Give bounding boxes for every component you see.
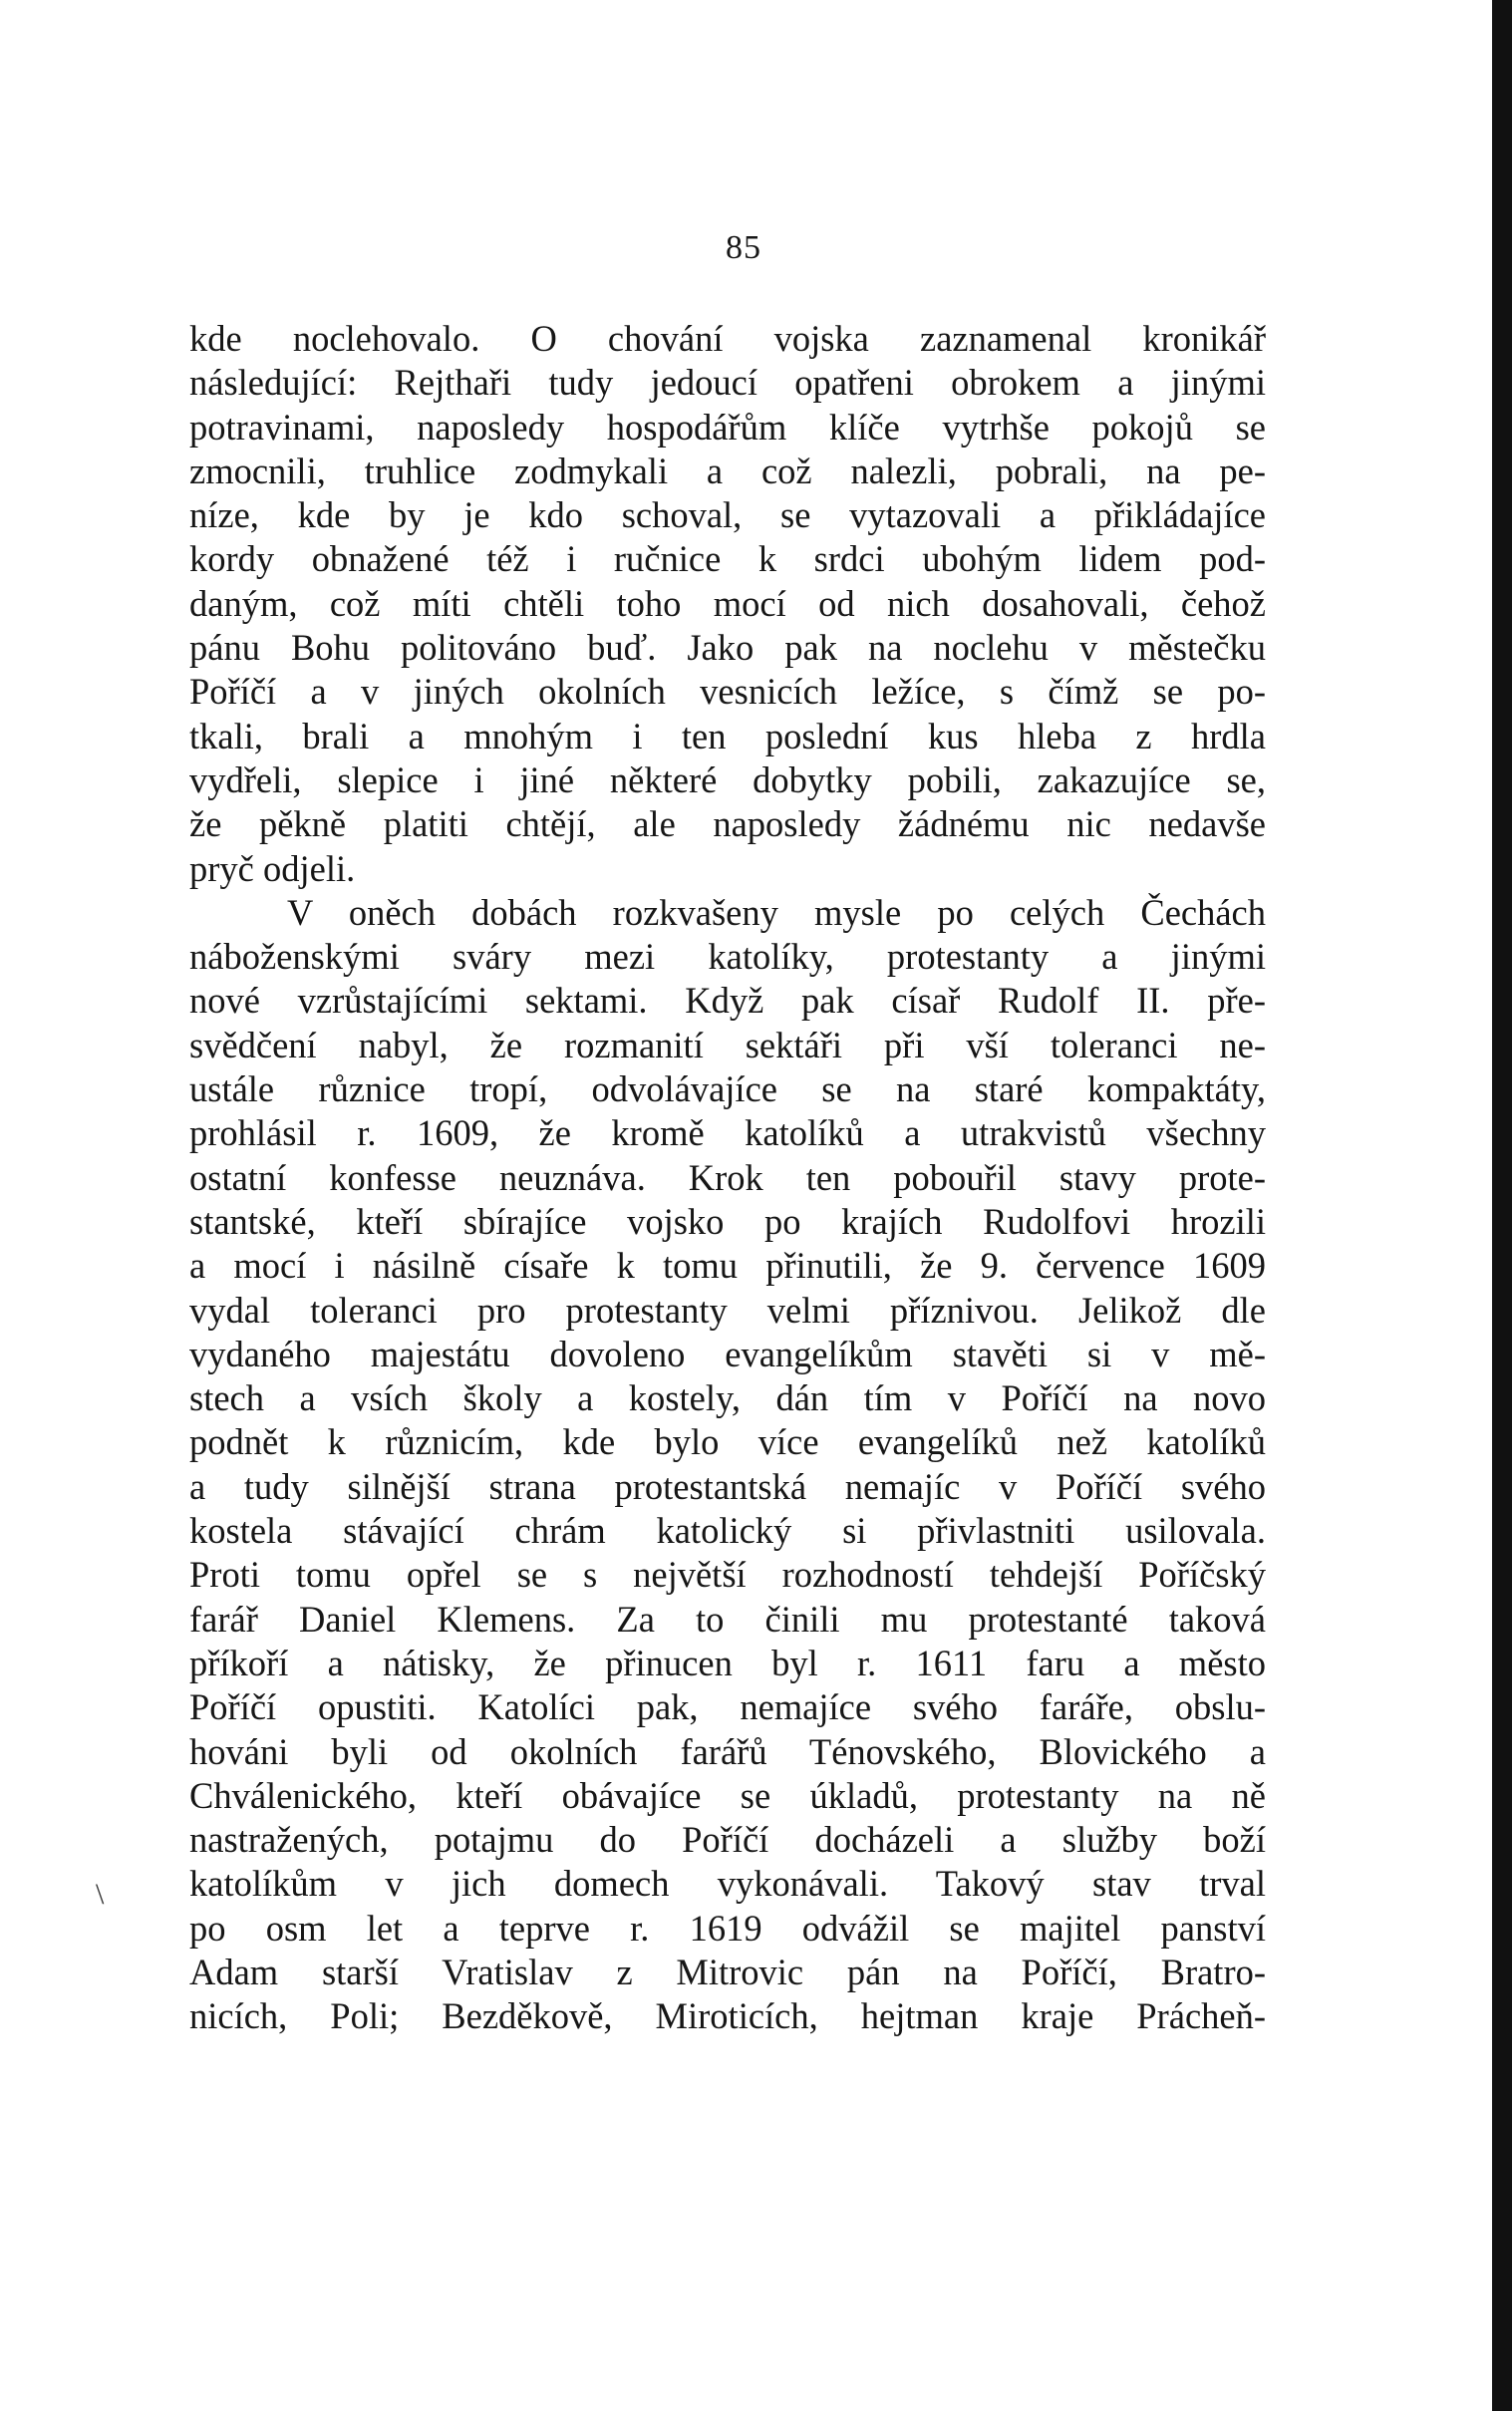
body-text — [189, 317, 1266, 2039]
text-line: kostela stávající chrám katolický si přivlastniti usilovala. — [189, 1510, 1266, 1552]
text-line: tkali, brali a mnohým i ten poslední kus hleba z hrdla — [189, 715, 1266, 756]
page-number: 85 — [726, 229, 761, 266]
text-line: a tudy silnější strana protestantská nemajíc v Poříčí svého — [189, 1465, 1266, 1507]
text-line: kordy obnažené též i ručnice k srdci ubohým lidem pod- — [189, 538, 1266, 580]
text-line: katolíkům v jich domech vykonávali. Takový stav trval — [189, 1863, 1266, 1905]
text-line: po osm let a teprve r. 1619 odvážil se majitel panství — [189, 1907, 1266, 1949]
text-line: potravinami, naposledy hospodářům klíče vytrhše pokojů se — [189, 406, 1266, 448]
text-line: Adam starší Vratislav z Mitrovic pán na Poříčí, Bratro- — [189, 1951, 1266, 1992]
margin-mark: \ — [96, 1878, 105, 1911]
text-line: hováni byli od okolních farářů Ténovského, Blovického a — [189, 1730, 1266, 1772]
text-line: pánu Bohu politováno buď. Jako pak na noclehu v městečku — [189, 627, 1266, 669]
text-line: Proti tomu opřel se s největší rozhodností tehdejší Poříčský — [189, 1554, 1266, 1596]
text-line: Poříčí a v jiných okolních vesnicích ležíce, s čímž se po- — [189, 671, 1266, 713]
text-line: stantské, kteří sbírajíce vojsko po krajích Rudolfovi hrozili — [189, 1200, 1266, 1242]
paragraph-start: V oněch dobách rozkvašeny mysle po celých Čechách — [287, 891, 1266, 933]
text-line: ustále různice tropí, odvolávajíce se na staré kompaktáty, — [189, 1068, 1266, 1110]
text-line: svědčení nabyl, že rozmanití sektáři při vší toleranci ne- — [189, 1024, 1266, 1065]
text-line: zmocnili, truhlice zodmykali a což nalezli, pobrali, na pe- — [189, 450, 1266, 491]
text-line: následující: Rejthaři tudy jedoucí opatřeni obrokem a jinými — [189, 362, 1266, 404]
text-line: Chválenického, kteří obávajíce se úkladů, protestanty na ně — [189, 1774, 1266, 1816]
text-line: že pěkně platiti chtějí, ale naposledy žádnému nic nedavše — [189, 803, 1266, 845]
text-line: vydal toleranci pro protestanty velmi příznivou. Jelikož dle — [189, 1289, 1266, 1331]
text-line: a mocí i násilně císaře k tomu přinutili, že 9. července 1609 — [189, 1245, 1266, 1287]
text-line: nicích, Poli; Bezděkově, Miroticích, hejtman kraje Prácheň- — [189, 1995, 1266, 2037]
text-line: náboženskými sváry mezi katolíky, protestanty a jinými — [189, 936, 1266, 978]
text-line: příkoří a nátisky, že přinucen byl r. 1611 faru a město — [189, 1642, 1266, 1683]
text-line: Poříčí opustiti. Katolíci pak, nemajíce svého faráře, obslu- — [189, 1686, 1266, 1728]
text-line: ostatní konfesse neuznáva. Krok ten pobouřil stavy prote- — [189, 1156, 1266, 1198]
text-line: daným, což míti chtěli toho mocí od nich dosahovali, čehož — [189, 582, 1266, 624]
scan-border — [1492, 0, 1512, 2411]
text-line: stech a vsích školy a kostely, dán tím v Poříčí na novo — [189, 1377, 1266, 1419]
text-line: nové vzrůstajícími sektami. Když pak císař Rudolf II. pře- — [189, 980, 1266, 1022]
text-line: níze, kde by je kdo schoval, se vytazovali a přikládajíce — [189, 494, 1266, 536]
text-line: pryč odjeli. — [189, 847, 356, 889]
text-line: vydřeli, slepice i jiné některé dobytky pobili, zakazujíce se, — [189, 758, 1266, 800]
text-line: podnět k různicím, kde bylo více evangelíků než katolíků — [189, 1421, 1266, 1463]
text-line: prohlásil r. 1609, že kromě katolíků a utrakvistů všechny — [189, 1112, 1266, 1154]
text-line: vydaného majestátu dovoleno evangelíkům stavěti si v mě- — [189, 1333, 1266, 1374]
text-line: farář Daniel Klemens. Za to činili mu protestanté taková — [189, 1598, 1266, 1640]
text-line: kde noclehovalo. O chování vojska zaznamenal kronikář — [189, 318, 1266, 359]
text-line: nastražených, potajmu do Poříčí docházeli a služby boží — [189, 1819, 1266, 1861]
